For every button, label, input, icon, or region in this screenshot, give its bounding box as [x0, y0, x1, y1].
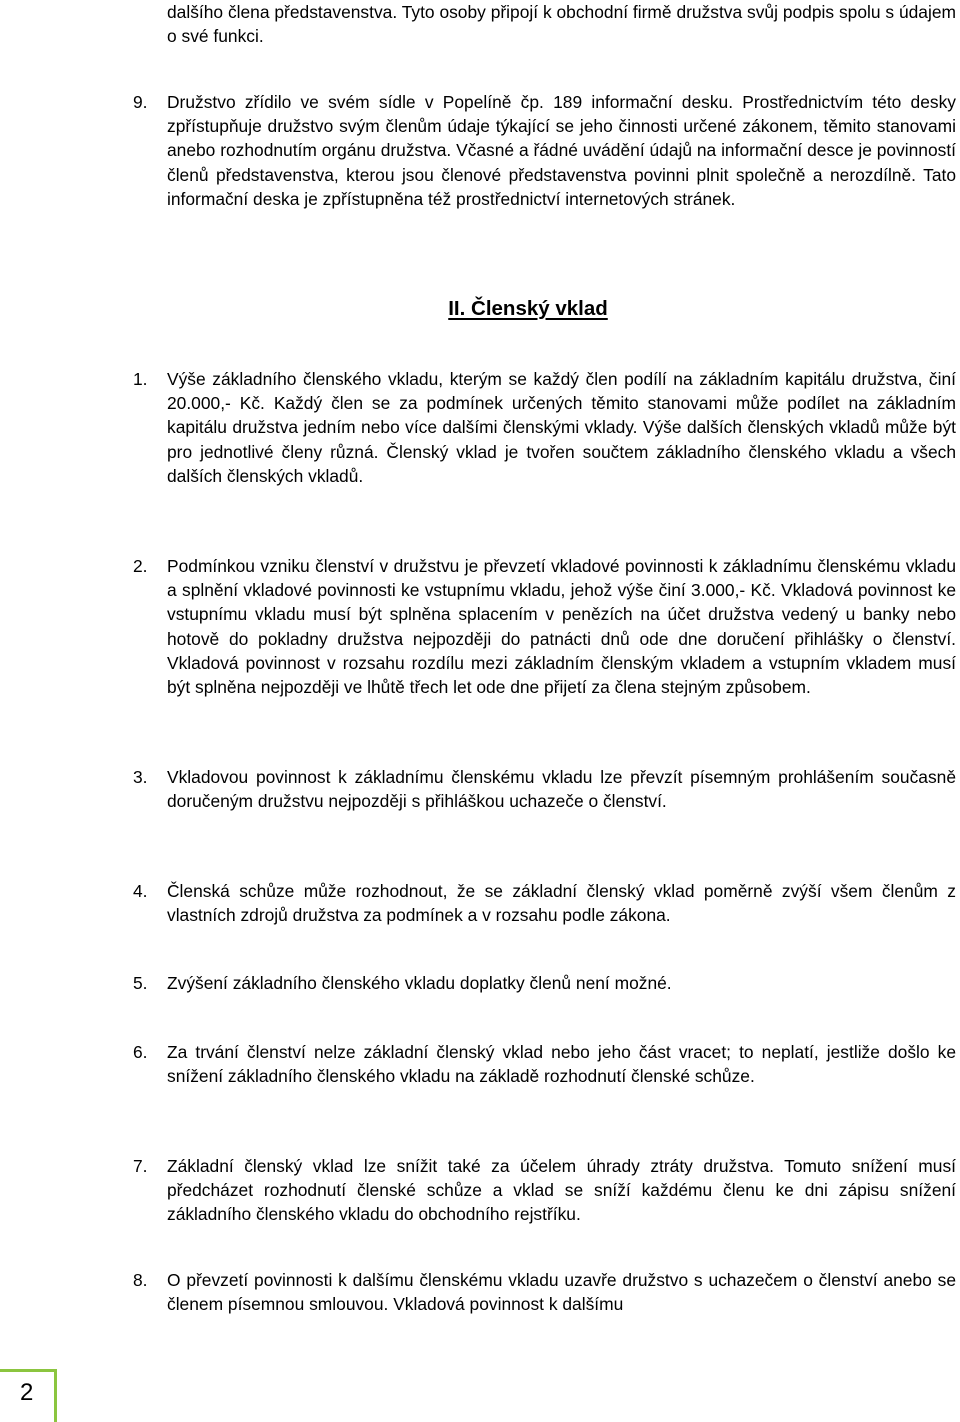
item-text: Členská schůze může rozhodnout, že se základní členský vklad poměrně zvýší všem členům z vlastních zdrojů družstva za podmínek a v rozsahu podle zákona. [167, 881, 956, 926]
paragraph-continuation: dalšího člena představenstva. Tyto osoby připojí k obchodní firmě družstva svůj podpis spolu s údajem o své funkci. [167, 2, 956, 47]
item-text: O převzetí povinnosti k dalšímu členskému vkladu uzavře družstvo s uchazečem o členství anebo se členem písemnou smlouvou. Vkladová povinnost k dalšímu [167, 1270, 956, 1315]
footer-rule-horizontal [0, 1369, 57, 1372]
item-text: Podmínkou vzniku členství v družstvu je převzetí vkladové povinnosti k základnímu členskému vkladu a splnění vkladové povinnosti ke vstupnímu vkladu, jehož výše činí 3.000,- Kč. Vkladová povinnost ke vstupnímu vkladu musí být splněna splacením v penězích na účet družstva vedený u banky nebo hotově do pokladny družstva nejpozději do patnácti dnů ode dne doručení přihlášky o členství. Vkladová povinnost v rozsahu rozdílu mezi základním členským vkladem a vstupním vkladem musí být splněna nejpozději ve lhůtě třech let ode dne přijetí za člena stejným způsobem. [167, 556, 956, 698]
footer-rule-vertical [54, 1369, 57, 1422]
page-number: 2 [20, 1379, 34, 1406]
item-text: Zvýšení základního členského vkladu doplatky členů není možné. [167, 973, 672, 993]
section-heading [0, 296, 960, 322]
item-text: Za trvání členství nelze základní členský vklad nebo jeho část vracet; to neplatí, jestliže došlo ke snížení základního členského vkladu na základě rozhodnutí členské schůze. [167, 1042, 956, 1087]
item-number: 7. [133, 1156, 148, 1176]
item-number: 2. [133, 556, 148, 576]
item-number: 6. [133, 1042, 148, 1062]
item-number: 3. [133, 767, 148, 787]
item-text: Základní členský vklad lze snížit také za účelem úhrady ztráty družstva. Tomuto snížení musí předcházet rozhodnutí členské schůze a vklad se sníží každému členu ke dni zápisu snížení základního členského vkladu do obchodního rejstříku. [167, 1156, 956, 1225]
item-number: 1. [133, 369, 148, 389]
item-text: Vkladovou povinnost k základnímu členskému vkladu lze převzít písemným prohlášením současně doručeným družstvu nejpozději s přihláškou uchazeče o členství. [167, 767, 956, 812]
section-heading-text: II. Členský vklad [448, 297, 608, 320]
item-number: 4. [133, 881, 148, 901]
item-number: 5. [133, 973, 148, 993]
item-9-text: Družstvo zřídilo ve svém sídle v Popelíně čp. 189 informační desku. Prostřednictvím této desky zpřístupňuje družstvo svým členům údaje týkající se jeho činnosti určené zákonem, těmito stanovami anebo rozhodnutím orgánu družstva. Včasné a řádné uvádění údajů na informační desce je povinností členů představenstva, kterou jsou členové představenstva povinni plnit společně a nerozdílně. Tato informační deska je zpřístupněna též prostřednictví internetových stránek. [167, 92, 956, 209]
item-number: 8. [133, 1270, 148, 1290]
item-text: Výše základního členského vkladu, kterým se každý člen podílí na základním kapitálu družstva, činí 20.000,- Kč. Každý člen se za podmínek určených těmito stanovami může podílet na základním kapitálu družstva jedním nebo více dalšími členskými vklady. Výše dalších členských vkladů může být pro jednotlivé členy různá. Členský vklad je tvořen součtem základního členského vkladu a všech dalších členských vkladů. [167, 369, 956, 486]
item-9-number: 9. [133, 92, 148, 112]
